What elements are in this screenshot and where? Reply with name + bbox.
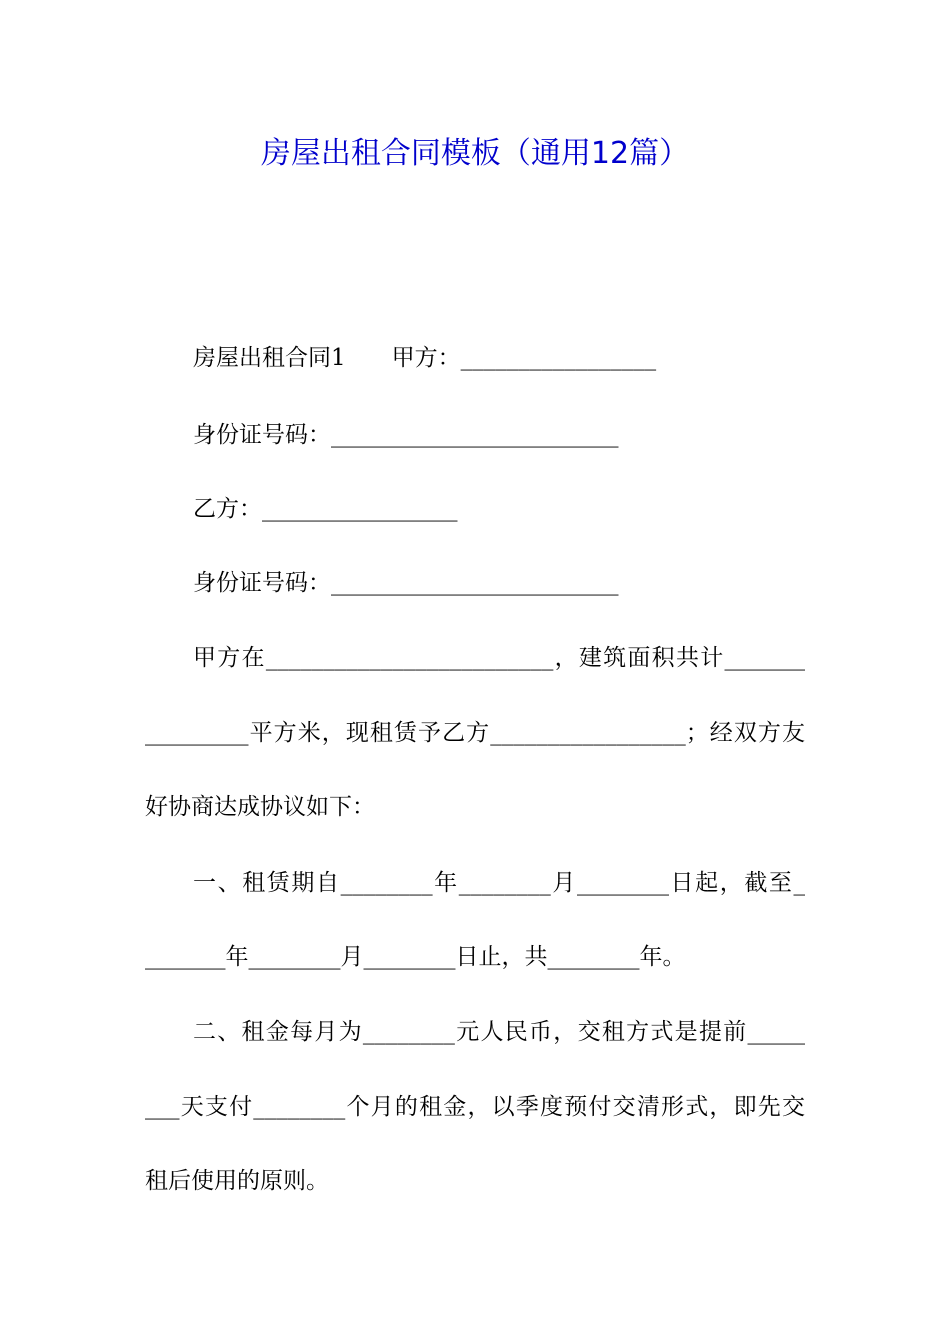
- party-b-id-number: 身份证号码：_________________________: [193, 570, 619, 596]
- document-title: 房屋出租合同模板（通用12篇）: [260, 136, 690, 171]
- clause-2-line-3: 租后使用的原则。: [145, 1168, 329, 1194]
- clause-2-line-2: ___天支付________个月的租金，以季度预付交清形式，即先交: [145, 1094, 805, 1120]
- party-b: 乙方：_________________: [193, 496, 458, 522]
- paragraph-property-line-2: _________平方米，现租赁予乙方_________________；经双方友: [145, 720, 805, 746]
- contract-heading-party-a: 房屋出租合同1 甲方：_________________: [193, 345, 657, 371]
- paragraph-property-line-1: 甲方在_________________________，建筑面积共计_______: [193, 645, 805, 671]
- clause-2-line-1: 二、租金每月为________元人民币，交租方式是提前_____: [193, 1019, 805, 1045]
- party-a-id-number: 身份证号码：_________________________: [193, 422, 619, 448]
- clause-1-line-1: 一、租赁期自________年________月________日起，截至_: [193, 870, 805, 896]
- paragraph-property-line-3: 好协商达成协议如下：: [145, 794, 375, 820]
- clause-1-line-2: _______年________月________日止，共________年。: [145, 944, 686, 970]
